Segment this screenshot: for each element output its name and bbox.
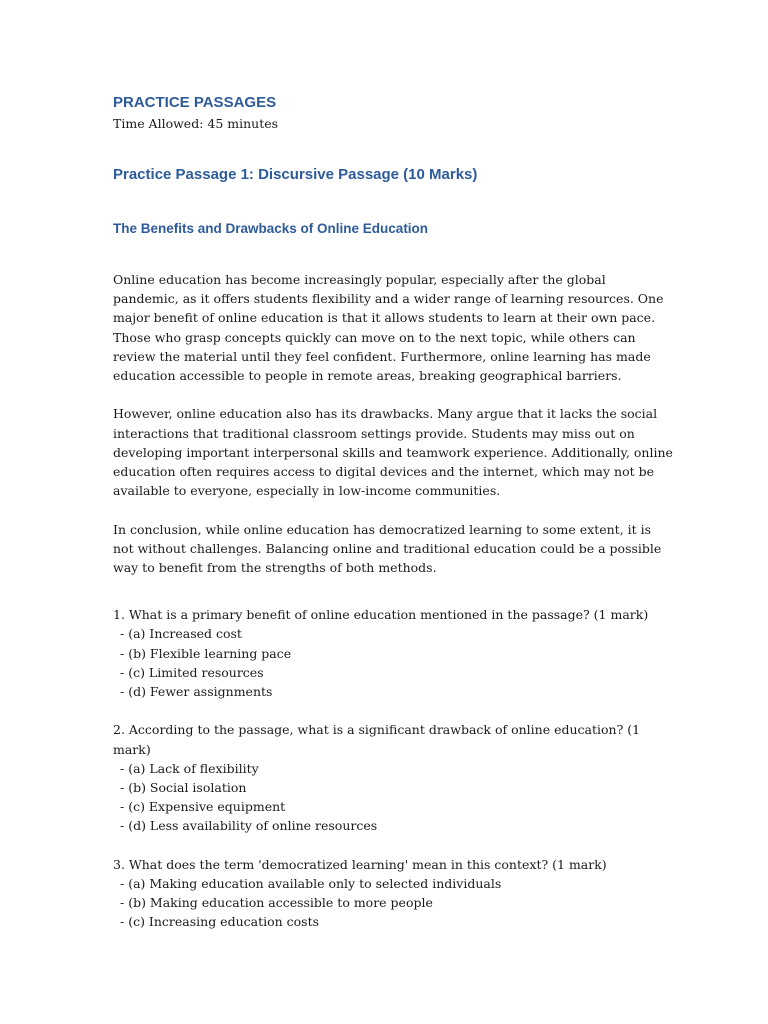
question-text: 1. What is a primary benefit of online education mentioned in the passage? (1 mark) — [113, 607, 649, 623]
paragraph-conclusion: In conclusion, while online education has democratized learning to some extent, it is not without challenges. Balancing online and traditional education could be a possible way to benefit from the strengths of both methods. — [113, 521, 662, 576]
question-2 — [113, 720, 673, 835]
answer-option: - (a) Increased cost — [120, 626, 242, 642]
time-allowed: Time Allowed: 45 minutes — [113, 116, 279, 131]
passage-subheading: The Benefits and Drawbacks of Online Education — [113, 221, 429, 236]
question-text: 2. According to the passage, what is a significant drawback of online education? (1 mark) — [113, 722, 641, 757]
answer-option: - (b) Flexible learning pace — [120, 645, 292, 661]
question-3 — [113, 855, 673, 932]
question-1 — [113, 605, 673, 701]
question-list — [113, 605, 673, 931]
answer-option: - (b) Making education accessible to more people — [120, 895, 433, 911]
answer-option: - (d) Fewer assignments — [120, 684, 273, 700]
answer-option: - (a) Making education available only to selected individuals — [120, 876, 502, 892]
answer-option: - (a) Lack of flexibility — [120, 760, 259, 776]
passage-heading: Practice Passage 1: Discursive Passage (10 Marks) — [113, 166, 478, 183]
answer-option: - (c) Expensive equipment — [120, 799, 286, 815]
answer-option: - (b) Social isolation — [120, 780, 247, 796]
document-title: PRACTICE PASSAGES — [113, 94, 277, 111]
answer-option: - (d) Less availability of online resources — [120, 818, 378, 834]
paragraph-benefits: Online education has become increasingly popular, especially after the global pandemic, as it offers students flexibility and a wider range of learning resources. One major benefit of online education is that it allows students to learn at their own pace. Those who grasp concepts quickly can move on to the next topic, while others can review the material until they feel confident. Furthermore, online learning has made education accessible to people in remote areas, breaking geographical barriers. — [113, 272, 664, 384]
answer-option: - (c) Increasing education costs — [120, 914, 320, 930]
question-text: 3. What does the term 'democratized learning' mean in this context? (1 mark) — [113, 856, 607, 872]
document-page — [113, 92, 673, 951]
answer-option: - (c) Limited resources — [120, 664, 264, 680]
paragraph-drawbacks: However, online education also has its drawbacks. Many argue that it lacks the social interactions that traditional classroom settings provide. Students may miss out on developing important interpersonal skills and teamwork experience. Additionally, online education often requires access to digital devices and the internet, which may not be available to everyone, especially in low-income communities. — [113, 406, 673, 499]
